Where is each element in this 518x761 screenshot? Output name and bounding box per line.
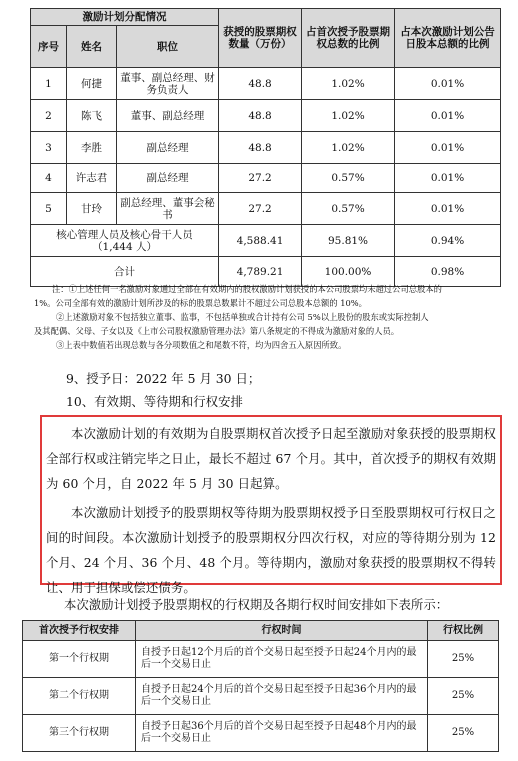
cell-period: 第二个行权期 — [23, 678, 136, 715]
table-row — [23, 641, 499, 678]
cell-index: 5 — [31, 193, 67, 225]
cell-position: 副总经理 — [117, 164, 219, 193]
header-time: 行权时间 — [136, 621, 428, 641]
table-notes — [34, 282, 494, 352]
cell-core-pct-first-grant: 95.81% — [302, 225, 395, 257]
group-header: 激励计划分配情况 — [31, 9, 219, 26]
cell-period: 第三个行权期 — [23, 715, 136, 752]
cell-pct-total-share: 0.01% — [395, 100, 501, 132]
cell-pct-first-grant: 1.02% — [302, 132, 395, 164]
header-ratio: 行权比例 — [428, 621, 499, 641]
cell-name: 甘玲 — [67, 193, 117, 225]
cell-position: 董事、副总经理 — [117, 100, 219, 132]
cell-pct-total-share: 0.01% — [395, 164, 501, 193]
note-line: 1%。公司全部有效的激励计划所涉及的标的股票总数累计不超过公司总股本总额的 10%。 — [34, 298, 367, 308]
cell-pct-total-share: 0.01% — [395, 193, 501, 225]
validity-paragraph: 本次激励计划的有效期为自股票期权首次授予日起至激励对象获授的股票期权全部行权或注销完毕之日止，最长不超过 67 个月。其中，首次授予的期权有效期为 60 个月，自 2022 年 5 月 30 日起算。 — [46, 426, 496, 491]
cell-core-pct-total-share: 0.94% — [395, 225, 501, 257]
exercise-intro: 本次激励计划授予股票期权的行权期及各期行权时间安排如下表所示： — [64, 597, 449, 612]
table-row — [31, 68, 501, 100]
header-pct-first-grant: 占首次授予股票期权总数的比例 — [302, 9, 395, 68]
note-line: ②上述激励对象不包括独立董事、监事，不包括单独或合计持有公司 5%以上股份的股东或实际控制人 — [56, 312, 429, 322]
cell-index: 1 — [31, 68, 67, 100]
waiting-period-paragraph: 本次激励计划授予的股票期权等待期为股票期权授予日至股票期权可行权日之间的时间段。本次激励计划授予的股票期权分四次行权，对应的等待期分别为 12 个月、24 个月、36 个月、48 个月。等待期内，激励对象获授的股票期权不得转让、用于担保或偿还债务。 — [46, 505, 496, 595]
table-row — [23, 715, 499, 752]
cell-ratio: 25% — [428, 641, 499, 678]
validity-heading: 10、有效期、等待期和行权安排 — [66, 394, 243, 409]
table-row — [31, 132, 501, 164]
cell-position: 副总经理 — [117, 132, 219, 164]
cell-ratio: 25% — [428, 678, 499, 715]
cell-time: 自授予日起24个月后的首个交易日起至授予日起36个月内的最后一个交易日止 — [136, 678, 428, 715]
note-line: 注：①上述任何一名激励对象通过全部在有效期内的股权激励计划获授的本公司股票均未超过公司总股本的 — [52, 284, 442, 294]
header-pct-total-share: 占本次激励计划公告日股本总额的比例 — [395, 9, 501, 68]
cell-granted: 48.8 — [219, 132, 302, 164]
cell-pct-first-grant: 1.02% — [302, 68, 395, 100]
cell-position: 董事、副总经理、财务负责人 — [117, 68, 219, 100]
cell-total-label: 合计 — [31, 257, 219, 287]
header-position: 职位 — [117, 26, 219, 68]
cell-time: 自授予日起36个月后的首个交易日起至授予日起48个月内的最后一个交易日止 — [136, 715, 428, 752]
header-period: 首次授予行权安排 — [23, 621, 136, 641]
cell-period: 第一个行权期 — [23, 641, 136, 678]
cell-pct-first-grant: 0.57% — [302, 164, 395, 193]
cell-granted: 27.2 — [219, 164, 302, 193]
cell-total-pct-total-share: 0.98% — [395, 257, 501, 287]
cell-index: 2 — [31, 100, 67, 132]
cell-position: 副总经理、董事会秘书 — [117, 193, 219, 225]
note-line: ③上表中数值若出现总数与各分项数值之和尾数不符，均为四舍五入原因所致。 — [56, 340, 347, 350]
cell-name: 李胜 — [67, 132, 117, 164]
cell-granted: 48.8 — [219, 68, 302, 100]
cell-time: 自授予日起12个月后的首个交易日起至授予日起24个月内的最后一个交易日止 — [136, 641, 428, 678]
core-staff-row — [31, 225, 501, 257]
cell-index: 4 — [31, 164, 67, 193]
table-row — [31, 100, 501, 132]
exercise-period-table — [22, 620, 499, 752]
allocation-table — [30, 8, 501, 287]
grant-day-heading: 9、授予日：2022 年 5 月 30 日； — [66, 371, 261, 386]
cell-ratio: 25% — [428, 715, 499, 752]
cell-index: 3 — [31, 132, 67, 164]
cell-granted: 48.8 — [219, 100, 302, 132]
cell-pct-total-share: 0.01% — [395, 132, 501, 164]
table-row — [23, 678, 499, 715]
cell-name: 许志君 — [67, 164, 117, 193]
table-row — [31, 193, 501, 225]
highlight-box — [40, 415, 502, 595]
note-line: 及其配偶、父母、子女以及《上市公司股权激励管理办法》第八条规定的不得成为激励对象的人员。 — [34, 326, 400, 336]
header-name: 姓名 — [67, 26, 117, 68]
cell-core-label: 核心管理人员及核心骨干人员（1,444 人） — [31, 225, 219, 257]
cell-granted: 27.2 — [219, 193, 302, 225]
header-granted: 获授的股票期权数量（万份） — [219, 9, 302, 68]
cell-total-granted: 4,789.21 — [219, 257, 302, 287]
cell-pct-first-grant: 1.02% — [302, 100, 395, 132]
cell-core-granted: 4,588.41 — [219, 225, 302, 257]
cell-name: 何捷 — [67, 68, 117, 100]
cell-total-pct-first-grant: 100.00% — [302, 257, 395, 287]
cell-pct-first-grant: 0.57% — [302, 193, 395, 225]
cell-pct-total-share: 0.01% — [395, 68, 501, 100]
header-index: 序号 — [31, 26, 67, 68]
table-row — [31, 164, 501, 193]
cell-name: 陈飞 — [67, 100, 117, 132]
